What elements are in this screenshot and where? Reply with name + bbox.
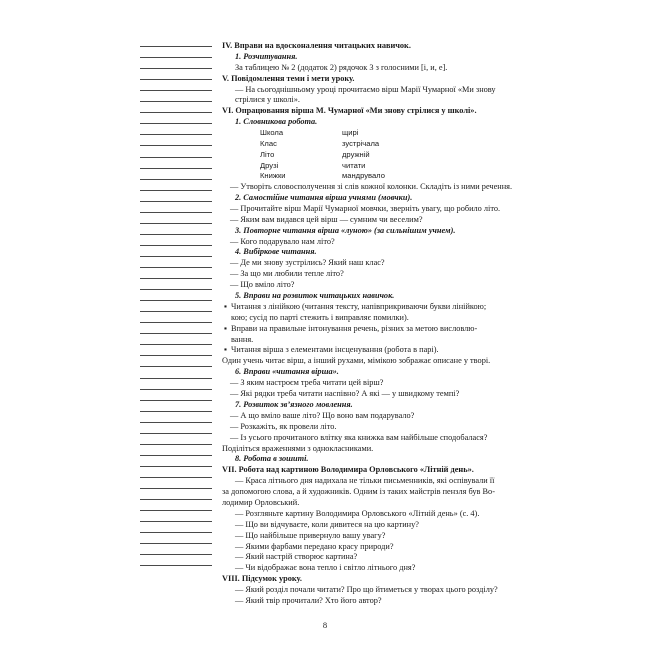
text-line: 1. Розчитування. [235, 51, 298, 61]
bullet-text: Вправи на правильне інтонування речень, різних за метою висловлю- [231, 323, 478, 333]
note-rule-line [140, 68, 212, 69]
text-line: VI. Опрацювання вірша М. Чумарної «Ми знову стрілися у школі». [222, 106, 477, 116]
text-line: 2. Самостійне читання вірша учнями (мовчки). [235, 193, 413, 203]
lesson-text [222, 41, 522, 607]
vocabulary-table [260, 128, 522, 182]
note-rule-line [140, 57, 212, 58]
note-rule-line [140, 366, 212, 367]
text-line: — Яким вам видався цей вірш — сумним чи веселим? [230, 214, 423, 224]
note-rule-line [140, 499, 212, 500]
text-line: — Який настрій створює картина? [235, 552, 358, 562]
text-line: VII. Робота над картиною Володимира Орловського «Літній день». [222, 465, 474, 475]
note-rule-line [140, 322, 212, 323]
bullet-text: Читання вірша з елементами інсценування (робота в парі). [231, 345, 439, 355]
text-line: стрілися у школі». [235, 95, 300, 105]
text-line: — Які рядки треба читати наспівно? А які — у швидкому темпі? [230, 389, 460, 399]
note-rule-line [140, 46, 212, 47]
note-rule-line [140, 344, 212, 345]
note-rule-line [140, 267, 212, 268]
text-line: — Розкажіть, як провели літо. [230, 421, 337, 431]
vocabulary-word: зустрічала [342, 138, 380, 148]
text-line: — Чи відображає вона тепло і світло літнього дня? [235, 563, 416, 573]
note-rule-line [140, 532, 212, 533]
text-line: — Де ми знову зустрілись? Який наш клас? [230, 258, 385, 268]
note-rule-line [140, 355, 212, 356]
text-line: 6. Вправи «читання вірша». [235, 367, 339, 377]
note-rule-line [140, 168, 212, 169]
note-rule-line [140, 565, 212, 566]
bullet-line [222, 345, 522, 356]
vocabulary-word: щирі [342, 128, 359, 138]
note-rule-line [140, 466, 212, 467]
text-line: Один учень читає вірш, а інший рухами, мімікою зображає описане у творі. [222, 356, 491, 366]
text-line: — Що найбільше привернуло вашу увагу? [235, 530, 386, 540]
note-rule-line [140, 444, 212, 445]
note-rule-line [140, 101, 212, 102]
note-rule-line [140, 79, 212, 80]
text-line: — З яким настроєм треба читати цей вірш? [230, 378, 384, 388]
text-line: — Із усього прочитаного влітку яка книжка вам найбільше сподобалася? [230, 432, 488, 442]
text-line: за допомогою слова, а й художників. Одним із таких майстрів пензля був Во- [222, 487, 495, 497]
note-rule-line [140, 477, 212, 478]
note-rule-line [140, 201, 212, 202]
bullet-icon: ▪ [224, 323, 227, 333]
note-rule-line [140, 123, 212, 124]
bullet-icon: ▪ [224, 345, 227, 355]
text-line: — Прочитайте вірш Марії Чумарної мовчки, зверніть увагу, що робило літо. [230, 203, 501, 213]
text-line: — Якими фарбами передано красу природи? [235, 541, 394, 551]
text-line: 3. Повторне читання вірша «луною» (за сильнішим учнем). [235, 225, 456, 235]
text-line: — За що ми любили тепле літо? [230, 269, 344, 279]
text-line: 5. Вправи на розвиток читацьких навичок. [235, 291, 395, 301]
text-line: — Який розділ почали читати? Про що йтиметься у творах цього розділу? [235, 585, 498, 595]
note-rule-line [140, 112, 212, 113]
note-rule-line [140, 212, 212, 213]
text-line: Поділіться враженнями з однокласниками. [222, 443, 374, 453]
vocabulary-column-left [260, 128, 286, 182]
text-line: — Кого подарувало нам літо? [230, 236, 335, 246]
text-line: VIII. Підсумок уроку. [222, 574, 302, 584]
text-line: IV. Вправи на вдосконалення читацьких навичок. [222, 41, 411, 50]
vocabulary-word: Друзі [260, 160, 279, 170]
text-line: 4. Вибіркове читання. [235, 247, 317, 257]
note-rule-line [140, 521, 212, 522]
text-line: 1. Словникова робота. [235, 117, 318, 127]
text-line: — А що вміло ваше літо? Що воно вам подарувало? [230, 410, 415, 420]
bullet-icon: ▪ [224, 301, 227, 311]
note-rule-line [140, 554, 212, 555]
note-rule-line [140, 157, 212, 158]
note-rule-line [140, 333, 212, 334]
note-rule-line [140, 422, 212, 423]
text-line: 8. Робота в зошиті. [235, 454, 309, 464]
text-line: V. Повідомлення теми і мети уроку. [222, 73, 355, 83]
note-rule-line [140, 245, 212, 246]
note-rule-line [140, 411, 212, 412]
note-rule-line [140, 400, 212, 401]
note-rule-line [140, 455, 212, 456]
text-line: 7. Розвиток зв’язного мовлення. [235, 399, 353, 409]
note-rule-line [140, 179, 212, 180]
vocabulary-column-right [342, 128, 385, 182]
page-number: 8 [322, 620, 328, 630]
note-rule-line [140, 134, 212, 135]
note-rule-line [140, 378, 212, 379]
bullet-line: кою; сусід по парті стежить і виправляє помилки). [231, 312, 409, 322]
bullet-text: Читання з лінійкою (читання тексту, напівприкриваючи букви лінійкою; [231, 301, 487, 311]
note-rule-line [140, 145, 212, 146]
note-rule-line [140, 289, 212, 290]
vocabulary-word: Школа [260, 128, 284, 138]
note-rule-line [140, 433, 212, 434]
text-line: — Розгляньте картину Володимира Орловського «Літній день» (с. 4). [235, 508, 480, 518]
bullet-line [222, 302, 522, 313]
text-line: — На сьогоднішньому уроці прочитаємо вірш Марії Чумарної «Ми знову [235, 84, 496, 94]
text-line: — Що ви відчуваєте, коли дивитеся на цю картину? [235, 519, 419, 529]
text-line: — Краса літнього дня надихала не тільки письменників, які оспівували її [235, 476, 495, 486]
vocabulary-word: Книжки [260, 171, 286, 181]
vocabulary-word: Клас [260, 138, 277, 148]
text-line: За таблицею № 2 (додаток 2) рядочок 3 з голосними [і, и, е]. [235, 62, 448, 72]
bullet-line: вання. [231, 334, 254, 344]
note-rule-line [140, 190, 212, 191]
note-rule-line [140, 488, 212, 489]
note-rule-line [140, 389, 212, 390]
note-rule-line [140, 510, 212, 511]
bullet-line [222, 324, 522, 335]
vocabulary-word: Літо [260, 149, 275, 159]
note-rule-line [140, 223, 212, 224]
note-rule-line [140, 543, 212, 544]
note-rule-line [140, 278, 212, 279]
vocabulary-word: читати [342, 160, 366, 170]
note-rule-line [140, 311, 212, 312]
note-rule-line [140, 234, 212, 235]
text-line: лодимир Орловський. [222, 497, 300, 507]
note-rule-line [140, 90, 212, 91]
note-rule-line [140, 300, 212, 301]
vocabulary-word: мандрувало [342, 171, 385, 181]
text-line: — Що вміло літо? [230, 280, 295, 290]
note-rule-line [140, 256, 212, 257]
text-line: — Утворіть словосполучення зі слів кожної колонки. Складіть із ними речення. [230, 182, 513, 192]
text-line: — Який твір прочитали? Хто його автор? [235, 595, 382, 605]
vocabulary-word: дружній [342, 149, 370, 159]
